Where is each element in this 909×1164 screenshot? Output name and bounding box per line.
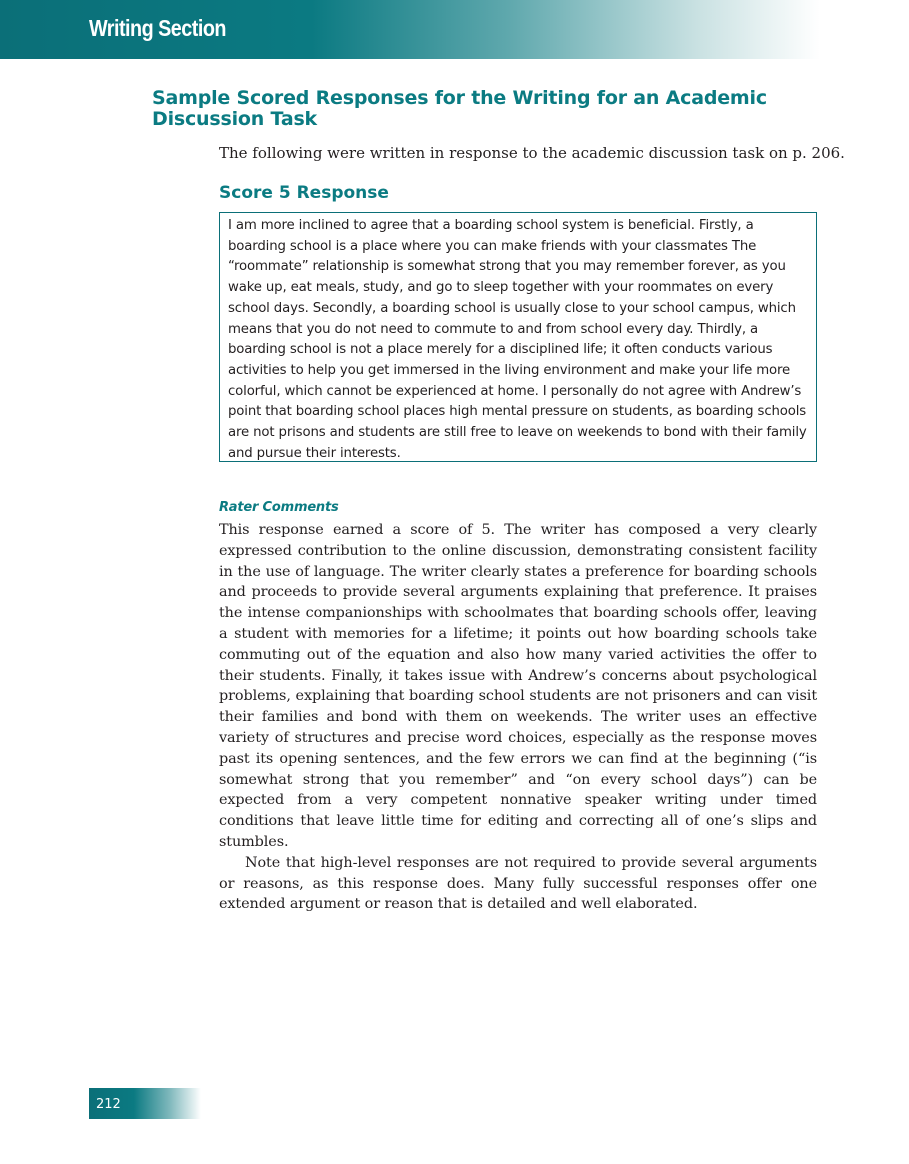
score-5-heading: Score 5 Response [219, 183, 389, 203]
page-number: 212 [96, 1097, 121, 1112]
page-heading-line2: Discussion Task [152, 108, 317, 130]
section-header-bar [0, 0, 820, 59]
page-heading-line1: Sample Scored Responses for the Writing for an Academic [152, 87, 767, 109]
page-heading [152, 88, 812, 130]
rater-comment-paragraph: Note that high-level responses are not required to provide several arguments or reasons, as this response does. Many fully successful responses offer one extended argument or reason that is detailed and well elaborated. [219, 854, 817, 913]
rater-comments [219, 520, 817, 915]
section-title: Writing Section [89, 15, 226, 41]
rater-comments-heading: Rater Comments [219, 500, 339, 515]
rater-comment-paragraph: This response earned a score of 5. The writer has composed a very clearly expressed contribution to the online discussion, demonstrating consistent facility in the use of language. The writer clearly states a preference for boarding schools and proceeds to provide several arguments explaining that preference. It praises the intense companionships with schoolmates that boarding schools offer, leaving a student with memories for a lifetime; it points out how boarding schools take commuting out of the equation and also how many varied activities the offer to their students. Finally, it takes issue with Andrew’s concerns about psychological problems, explaining that boarding school students are not prisoners and can visit their families and bond with them on weekends. The writer uses an effective variety of structures and precise word choices, especially as the response moves past its opening sentences, and the few errors we can find at the beginning (“is somewhat strong that you remember” and “on every school days”) can be expected from a very competent nonnative speaker writing under timed conditions that leave little time for editing and correcting all of one’s slips and stumbles. [219, 522, 817, 850]
intro-text: The following were written in response to the academic discussion task on p. 206. [219, 144, 845, 162]
sample-response-box [219, 212, 817, 462]
sample-response-text: I am more inclined to agree that a boarding school system is beneficial. Firstly, a boarding school is a place where you can make friends with your classmates The “roommate” relationship is somewhat strong that you may remember forever, as you wake up, eat meals, study, and go to sleep together with your roommates on every school days. Secondly, a boarding school is usually close to your school campus, which means that you do not need to commute to and from school every day. Thirdly, a boarding school is not a place merely for a disciplined life; it often conducts various activities to help you get immersed in the living environment and make your life more colorful, which cannot be experienced at home. I personally do not agree with Andrew’s point that boarding school places high mental pressure on students, as boarding schools are not prisons and students are still free to leave on weekends to bond with their family and pursue their interests. [228, 218, 807, 461]
